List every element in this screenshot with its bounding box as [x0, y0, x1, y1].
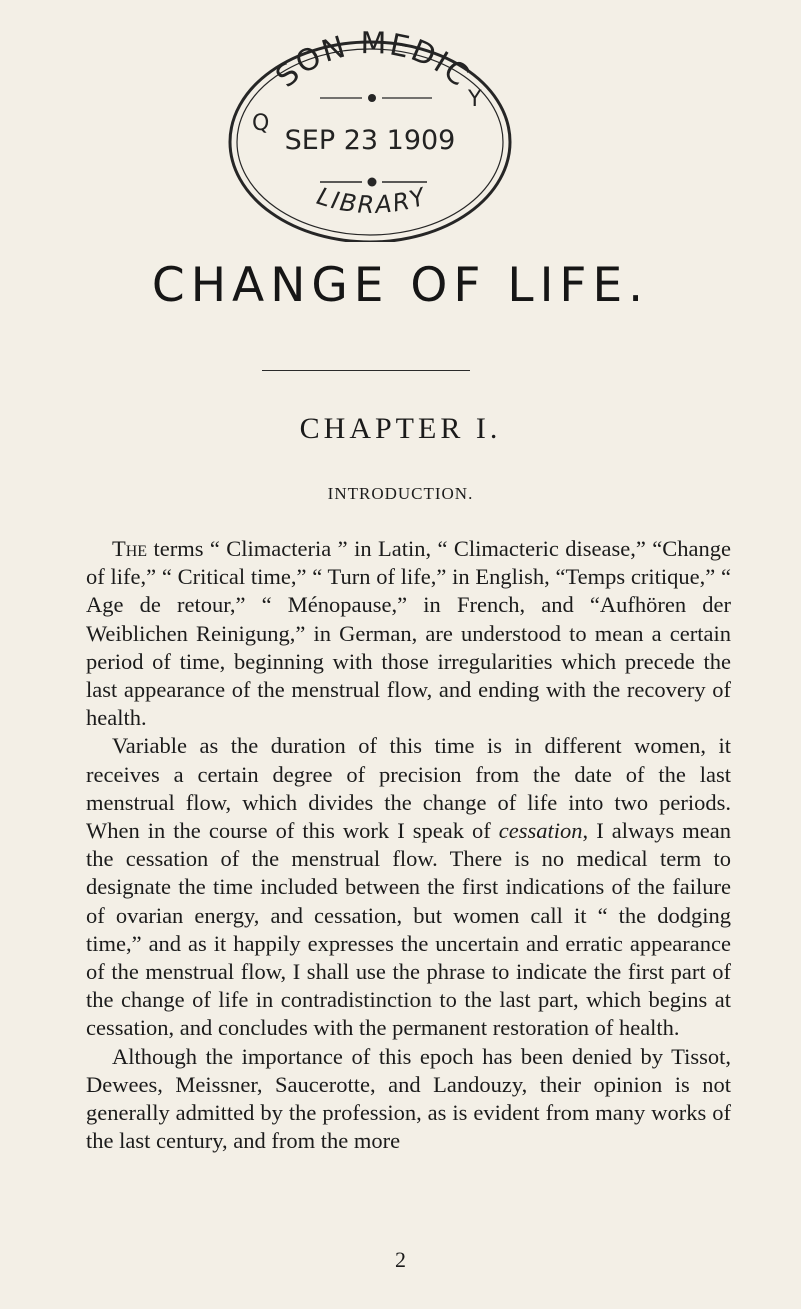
stamp-arc-bottom: LIBRARY	[313, 182, 431, 220]
paragraph-2-italic: cessation	[498, 818, 583, 844]
paragraph-3: Although the importance of this epoch has been denied by Tissot, Dewees, Meissner, Saucerotte, and Landouzy, their opinion is not generally admitted by the profession, as is evident from many works of the last century, and from the more	[86, 1043, 731, 1154]
stamp-date: SEP 23 1909	[284, 125, 456, 156]
paragraph-1-text: terms “ Climacteria ” in Latin, “ Climacteric disease,” “Change of life,” “ Critical time,” “ Turn of life,” in English, “Temps critique,” “ Age de retour,” “ Ménopause,” in French, and “Aufhören der Weiblichen Reinigung,” in German, are understood to mean a certain period of time, beginning with those irregularities which precede the last appearance of the menstrual flow, and ending with the recovery of health.	[86, 536, 731, 731]
paragraph-2	[86, 732, 731, 1042]
body-text	[86, 535, 731, 1155]
section-heading: INTRODUCTION.	[327, 484, 474, 503]
title-divider	[262, 370, 470, 371]
stamp-right-mark: Y	[468, 87, 482, 112]
library-seal-graphic	[222, 22, 512, 242]
library-stamp	[222, 22, 512, 242]
book-title: CHANGE OF LIFE.	[151, 258, 650, 313]
chapter-heading: CHAPTER I.	[299, 412, 502, 445]
paragraph-2-before: Variable as the duration of this time is in different women, it receives a certain degree of precision from the date of the last menstrual flow, which divides the change of life into two periods. When in the course of this work I speak of	[86, 733, 731, 844]
paragraph-1-lead: The	[112, 536, 148, 561]
stamp-left-mark: Q	[252, 111, 270, 136]
stamp-arc-top: SON MEDIC	[269, 26, 477, 95]
paragraph-1	[86, 535, 731, 732]
paragraph-2-after: , I always mean the cessation of the menstrual flow. There is no medical term to designate the time included between the first indications of the failure of ovarian energy, and cessation, but women call it “ the dodging time,” and as it happily expresses the uncertain and erratic appearance of the menstrual flow, I shall use the phrase to indicate the first part of the change of life in contradistinction to the last part, which begins at cessation, and concludes with the permanent restoration of health.	[86, 818, 731, 1041]
page-number: 2	[395, 1247, 406, 1272]
